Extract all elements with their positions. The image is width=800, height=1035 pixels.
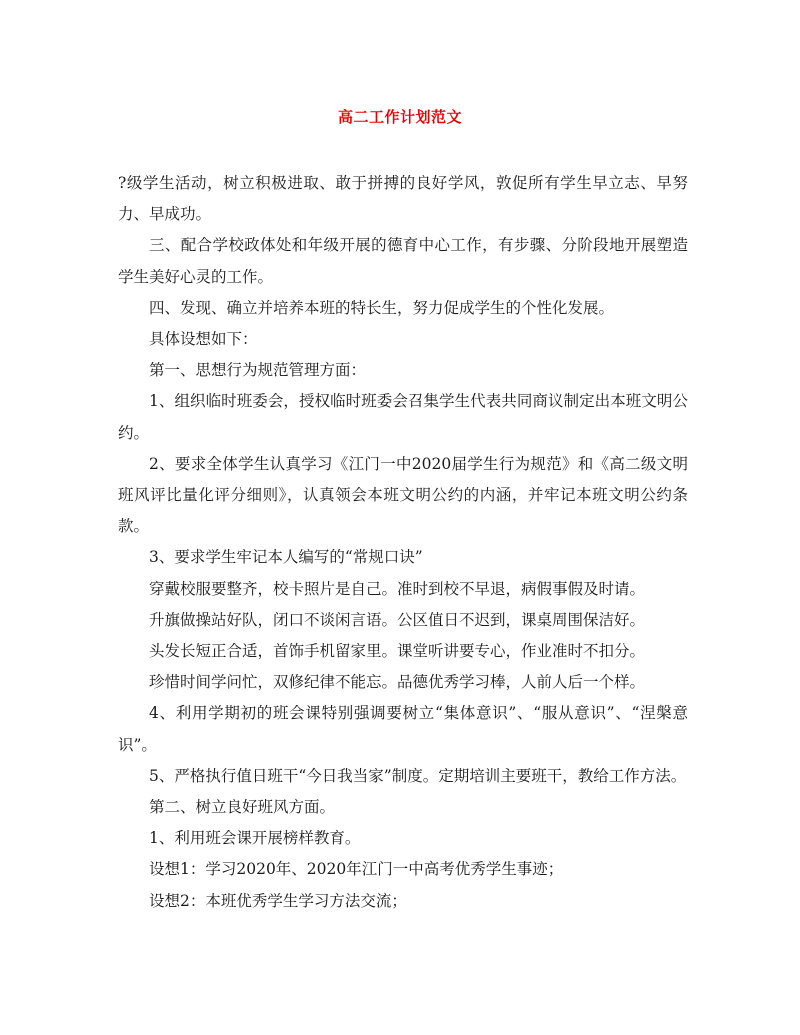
paragraph: 升旗做操站好队，闭口不谈闲言语。公区值日不迟到，课桌周围保洁好。 [149,610,646,629]
paragraph: 2、要求全体学生认真学习《江门一中2020届学生行为规范》和《高二级文明班风评比量化评分细则》，认真领会本班文明公约的内涵，并牢记本班文明公约条款。 [118,454,688,536]
paragraph: 1、利用班会课开展榜样教育。 [149,829,361,848]
document-body [118,168,688,917]
paragraph: 5、严格执行值日班干“今日我当家”制度。定期培训主要班干，教给工作方法。 [149,766,687,785]
document-title: 高二工作计划范文 [337,108,462,126]
paragraph: ?级学生活动，树立积极进取、敢于拼搏的良好学风，敦促所有学生早立志、早努力、早成功。 [118,174,688,224]
paragraph: 三、配合学校政体处和年级开展的德育中心工作，有步骤、分阶段地开展塑造学生美好心灵的工作。 [118,236,688,286]
paragraph: 具体设想如下： [149,330,258,349]
paragraph: 3、要求学生牢记本人编写的“常规口诀” [149,548,423,567]
paragraph: 设想2：本班优秀学生学习方法交流； [149,891,407,910]
paragraph: 第二、树立良好班风方面。 [149,798,336,817]
paragraph: 1、组织临时班委会，授权临时班委会召集学生代表共同商议制定出本班文明公约。 [118,392,688,442]
paragraph: 4、利用学期初的班会课特别强调要树立“集体意识”、“服从意识”、“涅槃意识”。 [118,704,688,754]
paragraph: 穿戴校服要整齐，校卡照片是自己。准时到校不早退，病假事假及时请。 [149,579,646,598]
paragraph: 设想1：学习2020年、2020年江门一中高考优秀学生事迹； [149,860,564,879]
paragraph: 珍惜时间学问忙，双修纪律不能忘。品德优秀学习棒，人前人后一个样。 [149,673,646,692]
paragraph: 第一、思想行为规范管理方面： [149,361,367,380]
paragraph: 四、发现、确立并培养本班的特长生，努力促成学生的个性化发展。 [149,298,615,317]
paragraph: 头发长短正合适，首饰手机留家里。课堂听讲要专心，作业准时不扣分。 [149,642,646,661]
